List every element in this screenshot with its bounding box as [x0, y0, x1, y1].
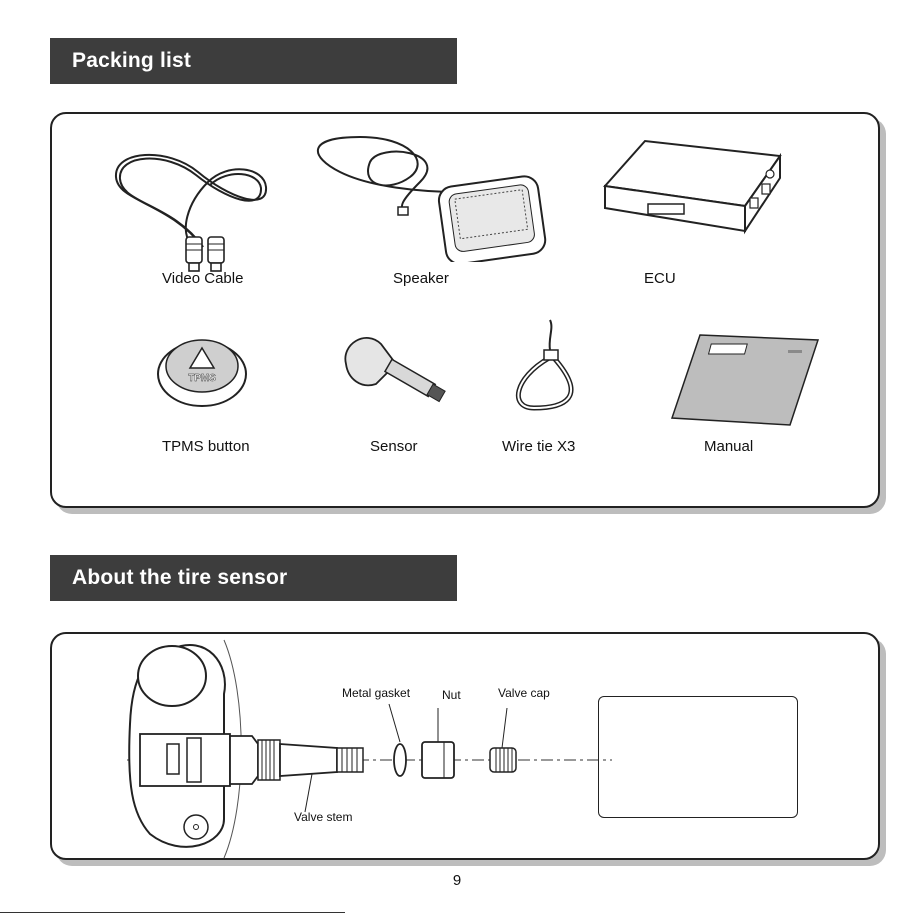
page-number: 9 [452, 872, 462, 889]
speaker-illustration [300, 132, 560, 262]
blank-note-box [598, 696, 798, 818]
wire-tie-caption: Wire tie X3 [502, 438, 576, 455]
manual-illustration [670, 330, 820, 426]
valve-stem-shaft [280, 744, 337, 776]
nut-label: Nut [442, 688, 461, 702]
packing-list-heading: Packing list [50, 38, 457, 84]
metal-gasket-part [394, 744, 406, 776]
tpms-button-icon [152, 326, 252, 410]
sensor-caption: Sensor [370, 438, 418, 455]
valve-stem-label: Valve stem [294, 810, 353, 824]
wire-tie-icon [504, 318, 594, 414]
tpms-button-glyph-text: TPMS [188, 373, 216, 384]
ecu-illustration [600, 136, 790, 246]
packing-list-panel [50, 112, 880, 508]
video-cable-icon [108, 142, 278, 272]
speaker-caption: Speaker [393, 270, 449, 287]
metal-gasket-label: Metal gasket [342, 686, 411, 700]
tire-sensor-panel [50, 632, 880, 860]
sensor-housing [140, 734, 230, 786]
ecu-box-icon [600, 136, 790, 246]
valve-stem-tip [337, 748, 363, 772]
ecu-caption: ECU [644, 270, 676, 287]
sensor-illustration [336, 324, 456, 414]
video-cable-caption: Video Cable [162, 270, 244, 287]
valve-hex-collar [230, 736, 258, 784]
valve-cap-label: Valve cap [498, 686, 550, 700]
manual-caption: Manual [704, 438, 754, 455]
tpms-button-illustration [152, 326, 252, 410]
video-cable-illustration [108, 142, 278, 272]
manual-booklet-icon [670, 330, 820, 426]
speaker-icon [300, 132, 560, 262]
sensor-exploded-diagram [112, 634, 632, 862]
tire-sensor-heading: About the tire sensor [50, 555, 457, 601]
footer-rule [0, 912, 345, 913]
wire-tie-illustration [504, 318, 594, 414]
sensor-top-dome [138, 646, 206, 706]
nut-part [422, 742, 454, 778]
tire-sensor-icon [336, 324, 456, 414]
tpms-button-caption: TPMS button [162, 438, 250, 455]
valve-threads [258, 740, 280, 780]
